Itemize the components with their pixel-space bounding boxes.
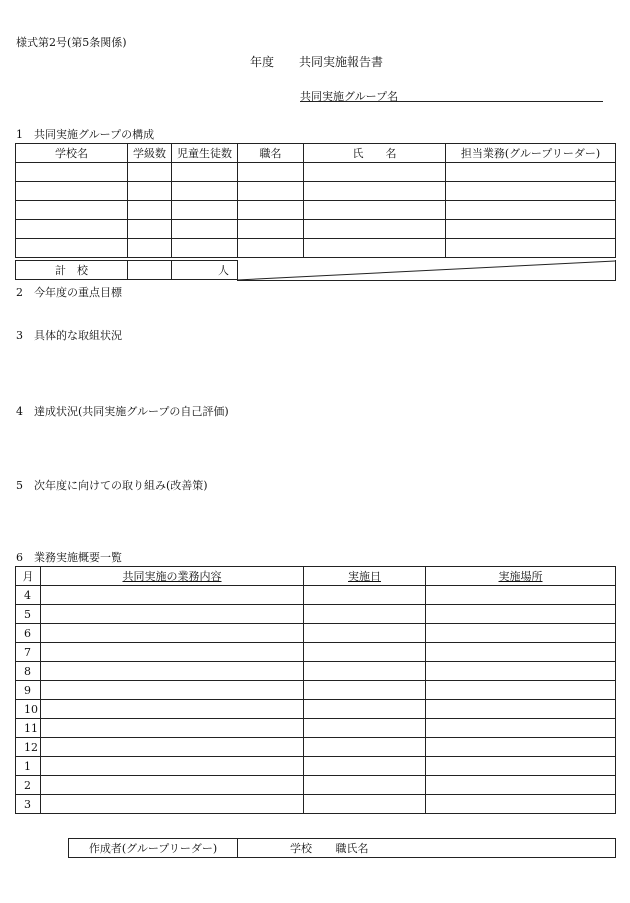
cell[interactable] [304,643,426,662]
cell[interactable] [304,757,426,776]
cell[interactable] [172,220,238,239]
cell[interactable] [426,757,616,776]
col-job-title: 職名 [238,144,304,163]
col-place: 実施場所 [426,567,616,586]
cell[interactable] [304,220,446,239]
cell[interactable] [128,182,172,201]
month-cell: 12 [16,738,41,757]
cell[interactable] [41,719,304,738]
author-label: 作成者(グループリーダー) [69,839,238,858]
cell[interactable] [128,201,172,220]
month-cell: 5 [16,605,41,624]
col-date: 実施日 [304,567,426,586]
month-cell: 9 [16,681,41,700]
group-name-field[interactable] [300,101,603,102]
cell[interactable] [16,163,128,182]
cell[interactable] [128,163,172,182]
cell[interactable] [426,586,616,605]
cell[interactable] [41,586,304,605]
cell[interactable] [304,795,426,814]
col-school-name: 学校名 [16,144,128,163]
table-row [16,662,616,681]
month-cell: 1 [16,757,41,776]
section3-heading: 3 具体的な取組状況 [16,329,122,342]
cell[interactable] [426,795,616,814]
cell[interactable] [41,624,304,643]
cell[interactable] [304,776,426,795]
cell[interactable] [172,239,238,258]
cell[interactable] [304,719,426,738]
composition-header-row [16,144,616,163]
month-cell: 3 [16,795,41,814]
cell[interactable] [16,201,128,220]
activity-header-row [16,567,616,586]
table-row [16,624,616,643]
table-row [16,182,616,201]
col-class-count: 学級数 [128,144,172,163]
cell[interactable] [304,700,426,719]
cell[interactable] [446,220,616,239]
table-row [16,586,616,605]
cell[interactable] [41,662,304,681]
cell[interactable] [16,220,128,239]
cell[interactable] [41,643,304,662]
cell[interactable] [304,182,446,201]
cell[interactable] [304,662,426,681]
cell[interactable] [16,182,128,201]
cell[interactable] [446,163,616,182]
cell[interactable] [446,239,616,258]
report-title: 共同実施報告書 [299,55,384,69]
cell[interactable] [426,662,616,681]
total-unit: 人 [172,261,238,280]
table-row [16,239,616,258]
section6-heading: 6 業務実施概要一覧 [16,551,122,564]
month-cell: 11 [16,719,41,738]
col-student-count: 児童生徒数 [172,144,238,163]
cell[interactable] [41,776,304,795]
cell[interactable] [304,605,426,624]
cell[interactable] [238,220,304,239]
cell[interactable] [238,163,304,182]
month-cell: 6 [16,624,41,643]
activity-table [15,566,616,814]
cell[interactable] [172,182,238,201]
total-row [16,261,238,280]
cell[interactable] [426,681,616,700]
cell[interactable] [238,201,304,220]
name-label: 職氏名 [335,842,369,855]
total-label: 計 校 [16,261,128,280]
section1-heading: 1 共同実施グループの構成 [16,128,155,141]
school-label: 学校 [290,842,312,855]
cell[interactable] [41,681,304,700]
cell[interactable] [128,239,172,258]
table-row [16,738,616,757]
composition-total-table [15,260,238,280]
cell[interactable] [304,201,446,220]
section2-heading: 2 今年度の重点目標 [16,286,122,299]
table-row [16,220,616,239]
table-row [16,163,616,182]
col-full-name: 氏 名 [304,144,446,163]
cell[interactable] [238,182,304,201]
group-name-label: 共同実施グループ名 [300,90,399,103]
cell[interactable] [426,719,616,738]
total-class-count[interactable] [128,261,172,280]
cell[interactable] [41,738,304,757]
total-diagonal [237,260,616,281]
month-cell: 2 [16,776,41,795]
cell[interactable] [446,201,616,220]
month-cell: 10 [16,700,41,719]
cell[interactable] [41,700,304,719]
table-row [16,719,616,738]
section5-heading: 5 次年度に向けての取り組み(改善策) [16,479,208,492]
cell[interactable] [446,182,616,201]
table-row [16,681,616,700]
section4-heading: 4 達成状況(共同実施グループの自己評価) [16,405,229,418]
cell[interactable] [304,239,446,258]
month-cell: 4 [16,586,41,605]
cell[interactable] [426,643,616,662]
cell[interactable] [304,681,426,700]
cell[interactable] [426,605,616,624]
report-year-label: 年度 [250,55,275,69]
cell[interactable] [41,795,304,814]
cell[interactable] [304,738,426,757]
cell[interactable] [128,220,172,239]
table-row [16,757,616,776]
col-activity: 共同実施の業務内容 [41,567,304,586]
cell[interactable] [304,624,426,643]
cell[interactable] [304,586,426,605]
form-number: 様式第2号(第5条関係) [16,36,127,49]
table-row [16,605,616,624]
cell[interactable] [41,605,304,624]
table-row [16,795,616,814]
cell[interactable] [426,624,616,643]
author-value-cell[interactable] [238,839,616,858]
table-row [16,776,616,795]
table-row [16,700,616,719]
col-duty: 担当業務(グループリーダー) [446,144,616,163]
author-table [68,838,616,858]
cell[interactable] [172,201,238,220]
cell[interactable] [16,239,128,258]
cell[interactable] [238,239,304,258]
month-cell: 7 [16,643,41,662]
composition-table [15,143,616,258]
cell[interactable] [426,700,616,719]
table-row [16,643,616,662]
cell[interactable] [304,163,446,182]
cell[interactable] [172,163,238,182]
col-month: 月 [16,567,41,586]
author-row [69,839,616,858]
cell[interactable] [41,757,304,776]
month-cell: 8 [16,662,41,681]
cell[interactable] [426,738,616,757]
table-row [16,201,616,220]
cell[interactable] [426,776,616,795]
